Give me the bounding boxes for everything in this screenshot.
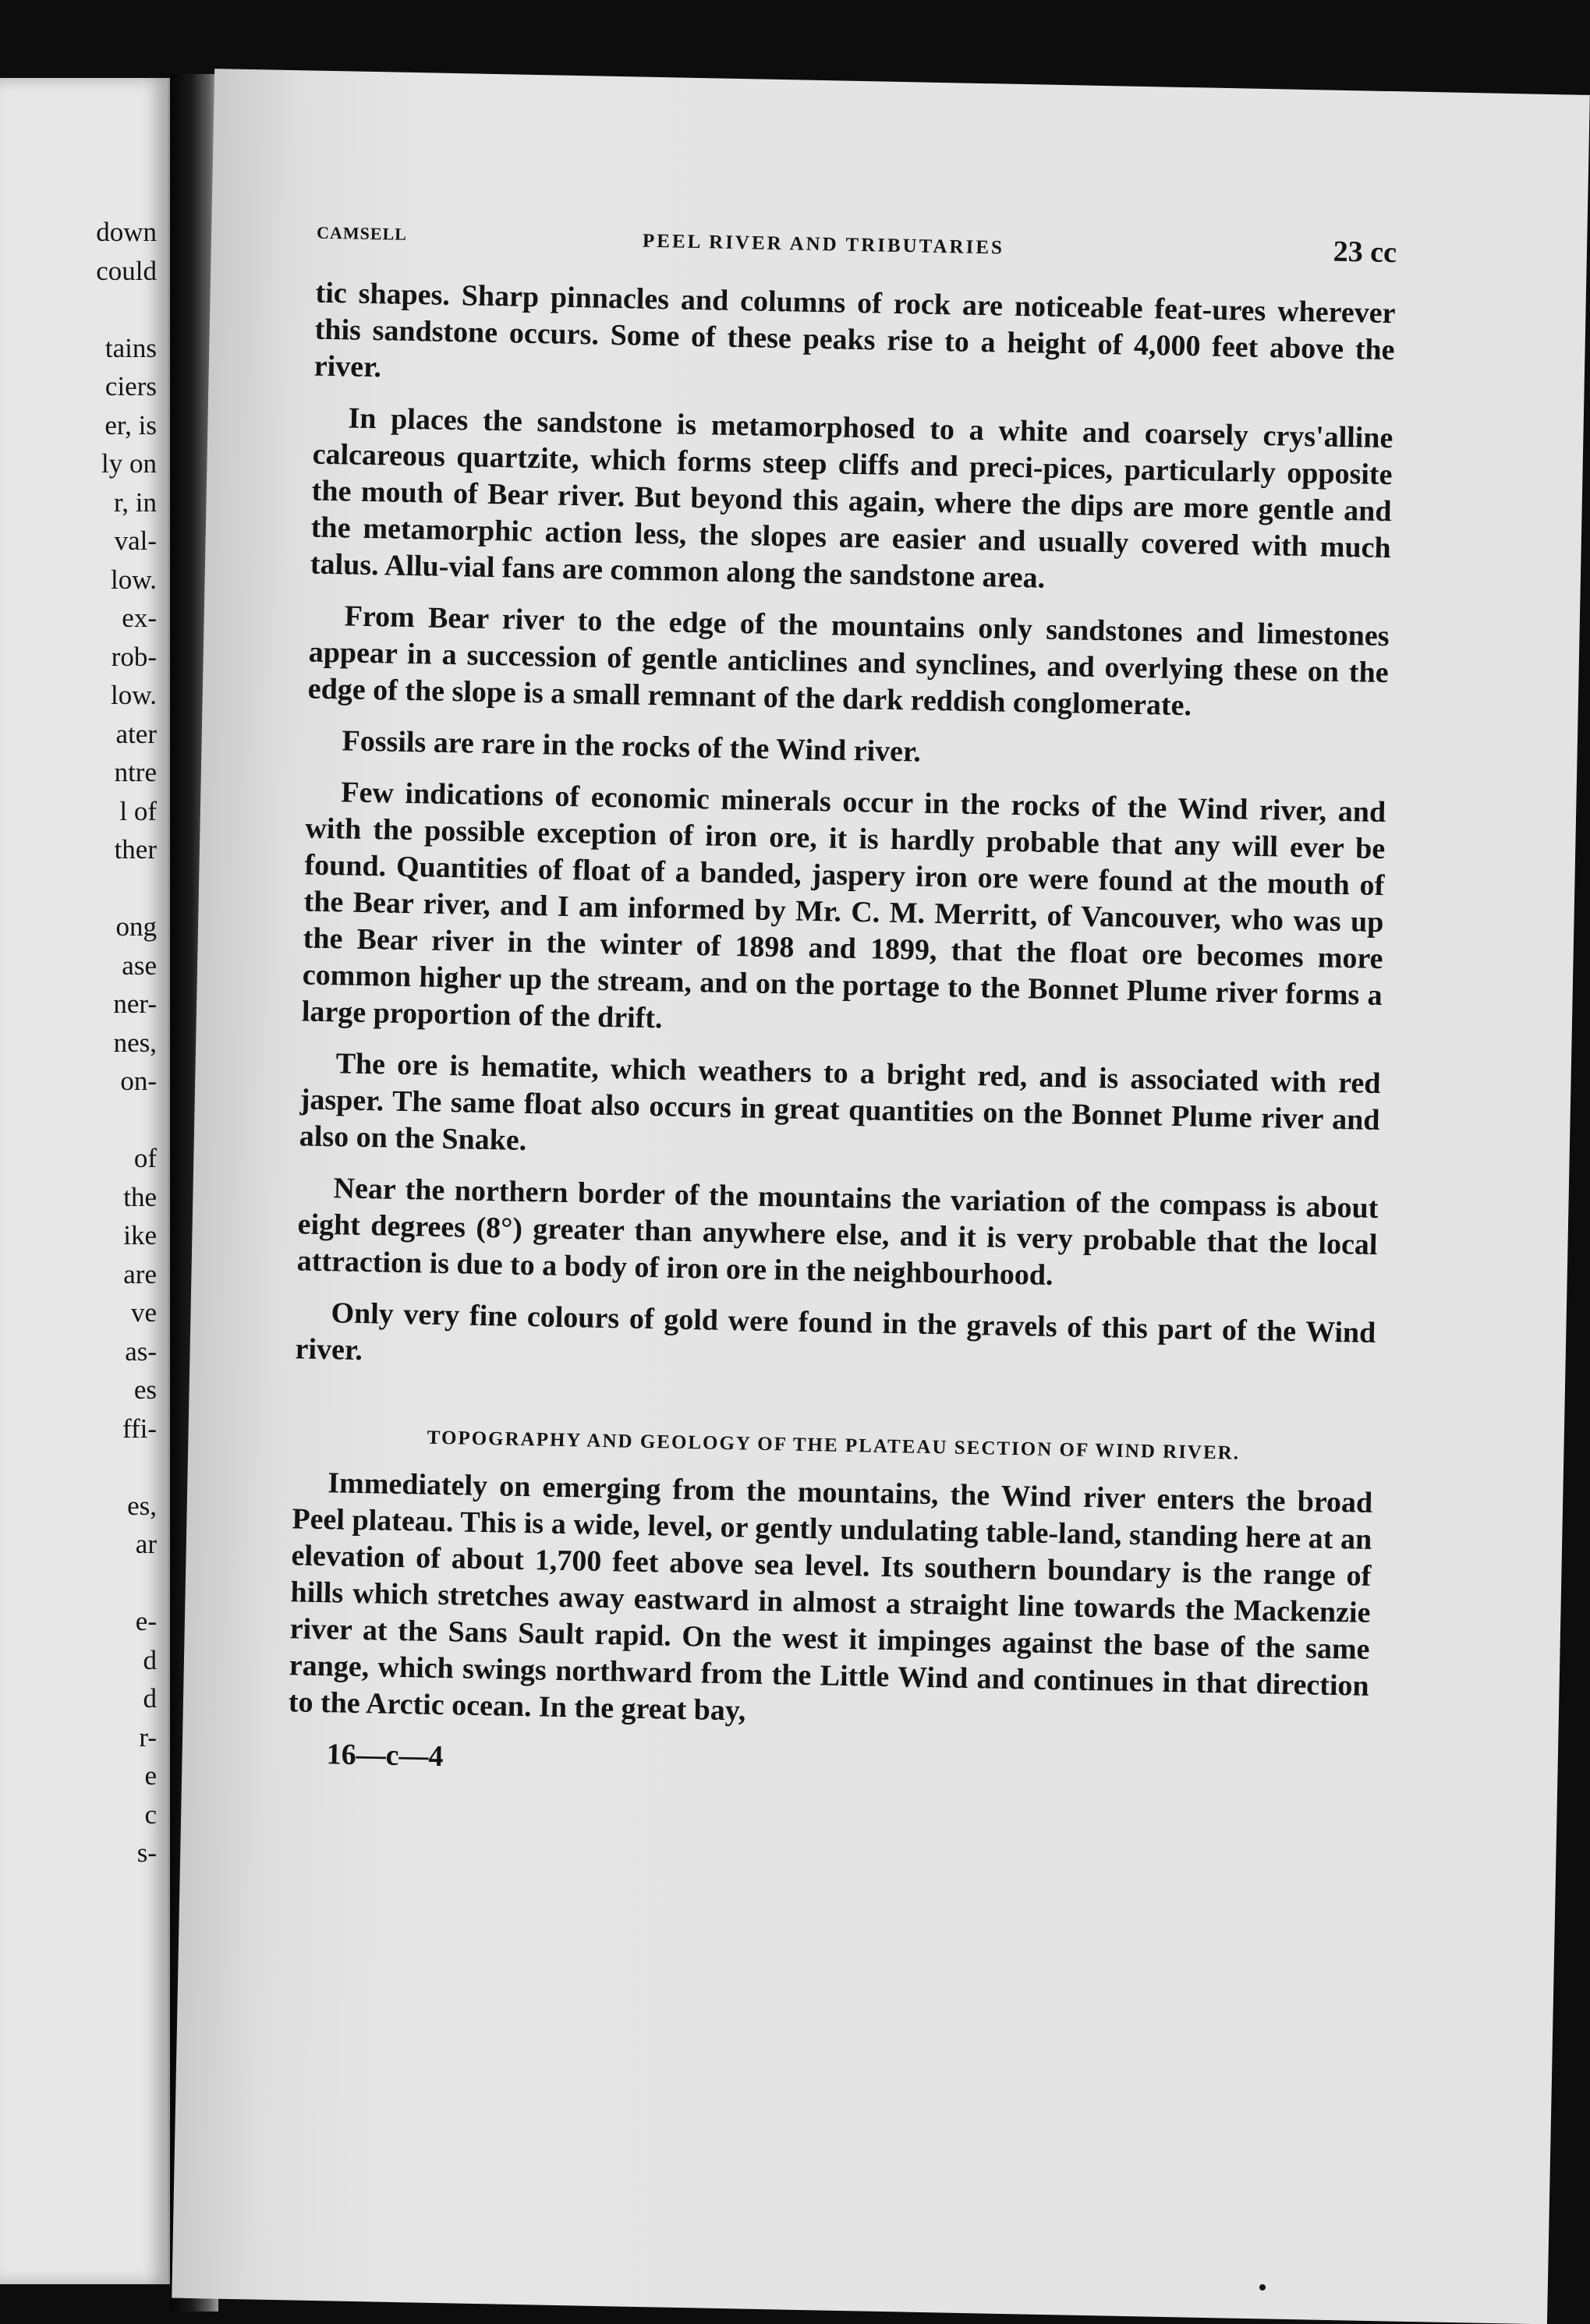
previous-page-fragment: val- xyxy=(114,525,157,556)
previous-page-fragment: d xyxy=(143,1644,157,1675)
previous-page-fragment: e- xyxy=(135,1606,157,1636)
previous-page-fragment: es, xyxy=(127,1490,157,1521)
printer-signature-mark: 16—c—4 xyxy=(326,1738,444,1774)
paragraph: Fossils are rare in the rocks of the Wind river. xyxy=(342,724,922,769)
previous-page-fragment: d xyxy=(143,1683,157,1714)
previous-page-fragment: c xyxy=(144,1799,157,1830)
paragraph: Only very fine colours of gold were found in the gravels of this part of the Wind river. xyxy=(295,1296,1376,1367)
previous-page-fragment: ase xyxy=(122,950,157,981)
previous-page-fragment: ex- xyxy=(122,603,157,633)
previous-page-fragment: nes, xyxy=(113,1027,157,1058)
previous-page-fragment: l of xyxy=(119,795,157,826)
running-head-title: PEEL RIVER AND TRIBUTARIES xyxy=(642,230,1005,259)
previous-page-fragment: er, is xyxy=(104,409,157,440)
running-head-author: CAMSELL xyxy=(316,222,408,244)
scanned-page xyxy=(172,69,1590,2324)
paragraph: tic shapes. Sharp pinnacles and columns of rock are noticeable feat-ures wherever this sandstone occurs. Some of these peaks rise to a height of 4,000 feet above the river. xyxy=(313,276,1396,384)
previous-page-fragment: ve xyxy=(130,1297,157,1328)
previous-page-fragment: as- xyxy=(125,1335,157,1367)
previous-page-fragment: the xyxy=(123,1181,157,1212)
previous-page-fragment: ther xyxy=(114,834,157,865)
previous-page-fragment: ner- xyxy=(113,989,157,1019)
paragraph: From Bear river to the edge of the mountains only sandstones and limestones appear in a succession of gentle anticlines and synclines, and overlying these on the edge of the slope is a small remnant of the dark reddish conglomerate. xyxy=(307,600,1390,723)
paragraph: The ore is hematite, which weathers to a bright red, and is associated with red jasper. The same float also occurs in great quantities on the Bonnet Plume river and also on the Snake. xyxy=(299,1047,1381,1157)
scan-speck xyxy=(1259,2284,1266,2290)
previous-page-fragment: ffi- xyxy=(122,1413,157,1444)
previous-page-edge xyxy=(0,78,170,2284)
running-header xyxy=(316,207,1397,283)
previous-page-fragment: ciers xyxy=(104,371,157,401)
previous-page-fragment: s- xyxy=(136,1838,157,1868)
previous-page-fragment: tains xyxy=(104,332,157,363)
paragraph: Near the northern border of the mountains the variation of the compass is about eight degrees (8°) greater than anywhere else, and it is very probable that the local attraction is due to a body of iron ore in the neighbourhood. xyxy=(296,1172,1379,1292)
page-body xyxy=(287,275,1396,1793)
previous-page-fragment: down xyxy=(96,217,157,247)
page-number: 23 cc xyxy=(1333,235,1397,270)
previous-page-fragment: are xyxy=(123,1258,157,1289)
paragraph: In places the sandstone is metamorphosed to a white and coarsely crys'alline calcareous quartzite, which forms steep cliffs and preci-pices, particularly opposite the mouth of Bear river. But beyond this again, where the dips are more gentle and the metamorphic action less, the slopes are easier and usually covered with much talus. Allu-vial fans are common along the sandstone area. xyxy=(310,401,1393,595)
section-heading: TOPOGRAPHY AND GEOLOGY OF THE PLATEAU SECTION OF WIND RIVER. xyxy=(427,1427,1241,1464)
paragraph: Immediately on emerging from the mountains, the Wind river enters the broad Peel plateau. This is a wide, level, or gently undulating table-land, standing here at an elevation of about 1,700 feet above sea level. Its southern boundary is the range of hills which stretches away eastward in almost a straight line towards the Mackenzie river at the Sans Sault rapid. On the west it impinges against the base of the same range, which swings northward from the Little Wind and continues in that direction to the Arctic ocean. In the great bay, xyxy=(288,1466,1373,1728)
previous-page-fragment: r, in xyxy=(114,486,157,518)
previous-page-fragment: ike xyxy=(123,1220,157,1250)
previous-page-fragment: r- xyxy=(139,1721,157,1753)
previous-page-fragment: ong xyxy=(115,911,157,942)
previous-page-fragment: could xyxy=(96,255,157,286)
previous-page-fragment: e xyxy=(144,1760,157,1791)
previous-page-fragment: low. xyxy=(111,564,157,595)
previous-page-fragment: rob- xyxy=(111,641,157,672)
previous-page-fragment: es xyxy=(133,1374,157,1405)
previous-page-fragment: ar xyxy=(135,1529,157,1559)
previous-page-fragment: low. xyxy=(111,680,157,710)
previous-page-fragment: ntre xyxy=(114,757,157,787)
previous-page-fragment: on- xyxy=(120,1066,157,1096)
paragraph: Few indications of economic minerals occur in the rocks of the Wind river, and with the possible exception of iron ore, it is hardly probable that any will ever be found. Quantities of float of a banded, jaspery iron ore were found at the mouth of the Bear river, and I am informed by Mr. C. M. Merritt, of Vancouver, who was up the Bear river in the winter of 1898 and 1899, that the float ore becomes more common higher up the stream, and on the portage to the Bonnet Plume river forms a large proportion of the drift. xyxy=(301,776,1386,1035)
previous-page-fragment: ly on xyxy=(101,448,157,479)
previous-page-fragment: of xyxy=(133,1143,157,1173)
previous-page-fragment: ater xyxy=(115,718,157,749)
